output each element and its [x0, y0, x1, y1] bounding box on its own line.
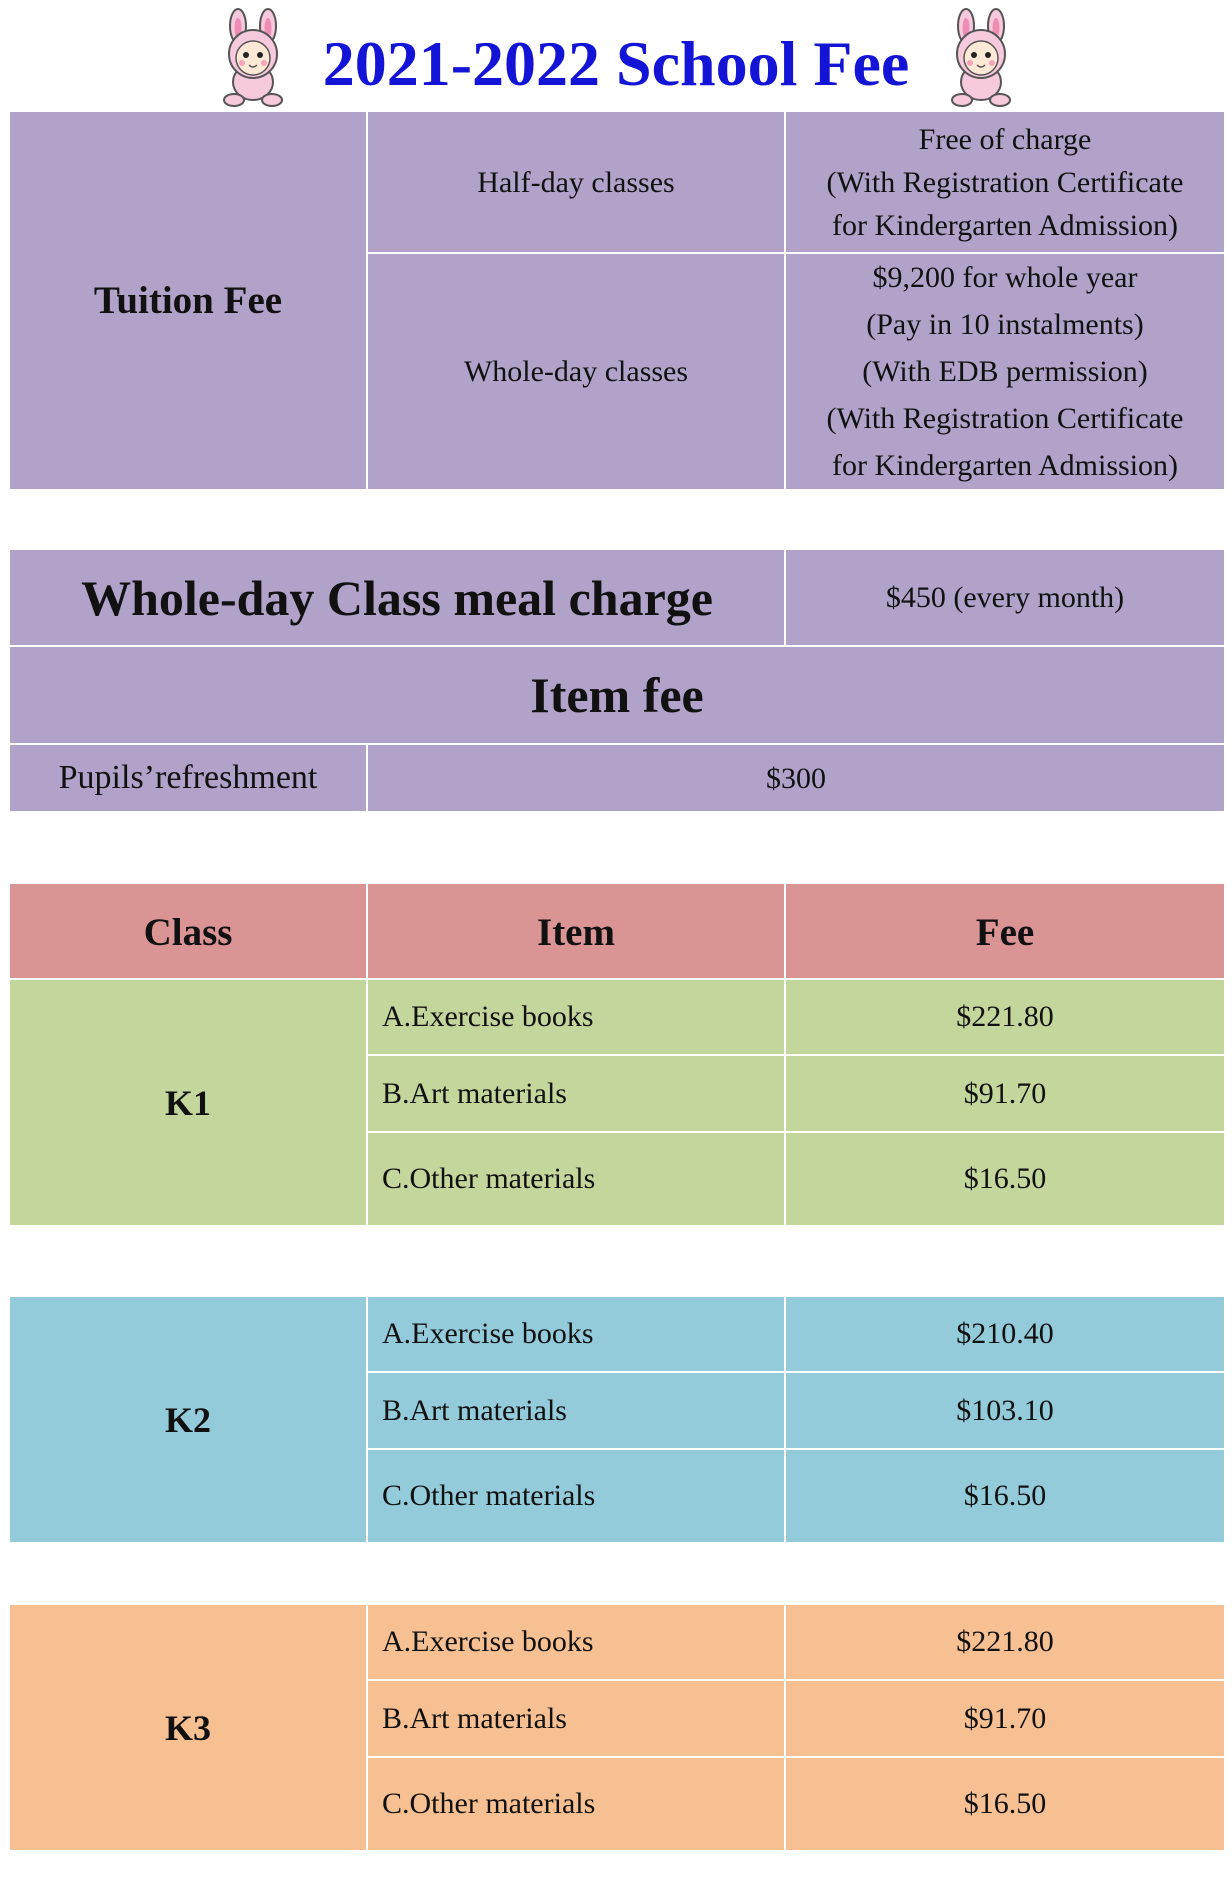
whole-day-fee-line: (Pay in 10 instalments) — [866, 308, 1144, 341]
page-title: 2021-2022 School Fee — [322, 28, 910, 99]
whole-day-fee — [785, 253, 1225, 490]
table-row — [9, 1296, 1225, 1372]
item-fee: $16.50 — [785, 1132, 1225, 1226]
item-fee: $221.80 — [785, 979, 1225, 1055]
refreshment-value: $300 — [367, 744, 1225, 812]
class-label-k1: K1 — [9, 979, 367, 1226]
item-name: C.Other materials — [367, 1449, 785, 1543]
tuition-fee-label: Tuition Fee — [9, 111, 367, 490]
item-fee-heading: Item fee — [9, 646, 1225, 744]
item-fee: $91.70 — [785, 1055, 1225, 1132]
item-name: B.Art materials — [367, 1372, 785, 1449]
table-row — [9, 1604, 1225, 1680]
column-header-item: Item — [367, 883, 785, 981]
item-fee: $16.50 — [785, 1449, 1225, 1543]
page-header — [0, 0, 1232, 110]
whole-day-fee-line: (With Registration Certificate — [826, 402, 1184, 435]
baby-bunny-icon — [940, 8, 1022, 108]
meal-item-fee-table — [8, 548, 1226, 813]
item-fee: $221.80 — [785, 1604, 1225, 1680]
half-day-fee-line: (With Registration Certificate — [826, 165, 1184, 199]
item-name: B.Art materials — [367, 1680, 785, 1757]
column-header-fee: Fee — [785, 883, 1225, 981]
half-day-fee — [785, 111, 1225, 253]
whole-day-label: Whole-day classes — [367, 253, 785, 490]
half-day-fee-line: Free of charge — [918, 122, 1092, 156]
whole-day-fee-line: $9,200 for whole year — [872, 261, 1138, 294]
half-day-fee-line: for Kindergarten Admission) — [831, 208, 1179, 242]
item-fee: $91.70 — [785, 1680, 1225, 1757]
item-fee: $103.10 — [785, 1372, 1225, 1449]
item-fee: $16.50 — [785, 1757, 1225, 1851]
whole-day-fee-line: (With EDB permission) — [862, 355, 1148, 388]
whole-day-fee-line: for Kindergarten Admission) — [831, 449, 1179, 482]
item-name: C.Other materials — [367, 1132, 785, 1226]
k1-fees-table — [8, 978, 1226, 1227]
fees-table-header — [8, 882, 1226, 982]
item-name: A.Exercise books — [367, 1296, 785, 1372]
meal-charge-label: Whole-day Class meal charge — [9, 549, 785, 646]
item-name: A.Exercise books — [367, 979, 785, 1055]
meal-charge-value: $450 (every month) — [785, 549, 1225, 646]
k2-fees-table — [8, 1295, 1226, 1544]
refreshment-label: Pupils’refreshment — [9, 744, 367, 812]
column-header-class: Class — [9, 883, 367, 981]
table-row — [9, 979, 1225, 1055]
item-fee: $210.40 — [785, 1296, 1225, 1372]
item-name: C.Other materials — [367, 1757, 785, 1851]
tuition-fee-table — [8, 110, 1226, 491]
item-name: A.Exercise books — [367, 1604, 785, 1680]
class-label-k2: K2 — [9, 1296, 367, 1543]
half-day-label: Half-day classes — [367, 111, 785, 253]
class-label-k3: K3 — [9, 1604, 367, 1851]
k3-fees-table — [8, 1603, 1226, 1852]
item-name: B.Art materials — [367, 1055, 785, 1132]
